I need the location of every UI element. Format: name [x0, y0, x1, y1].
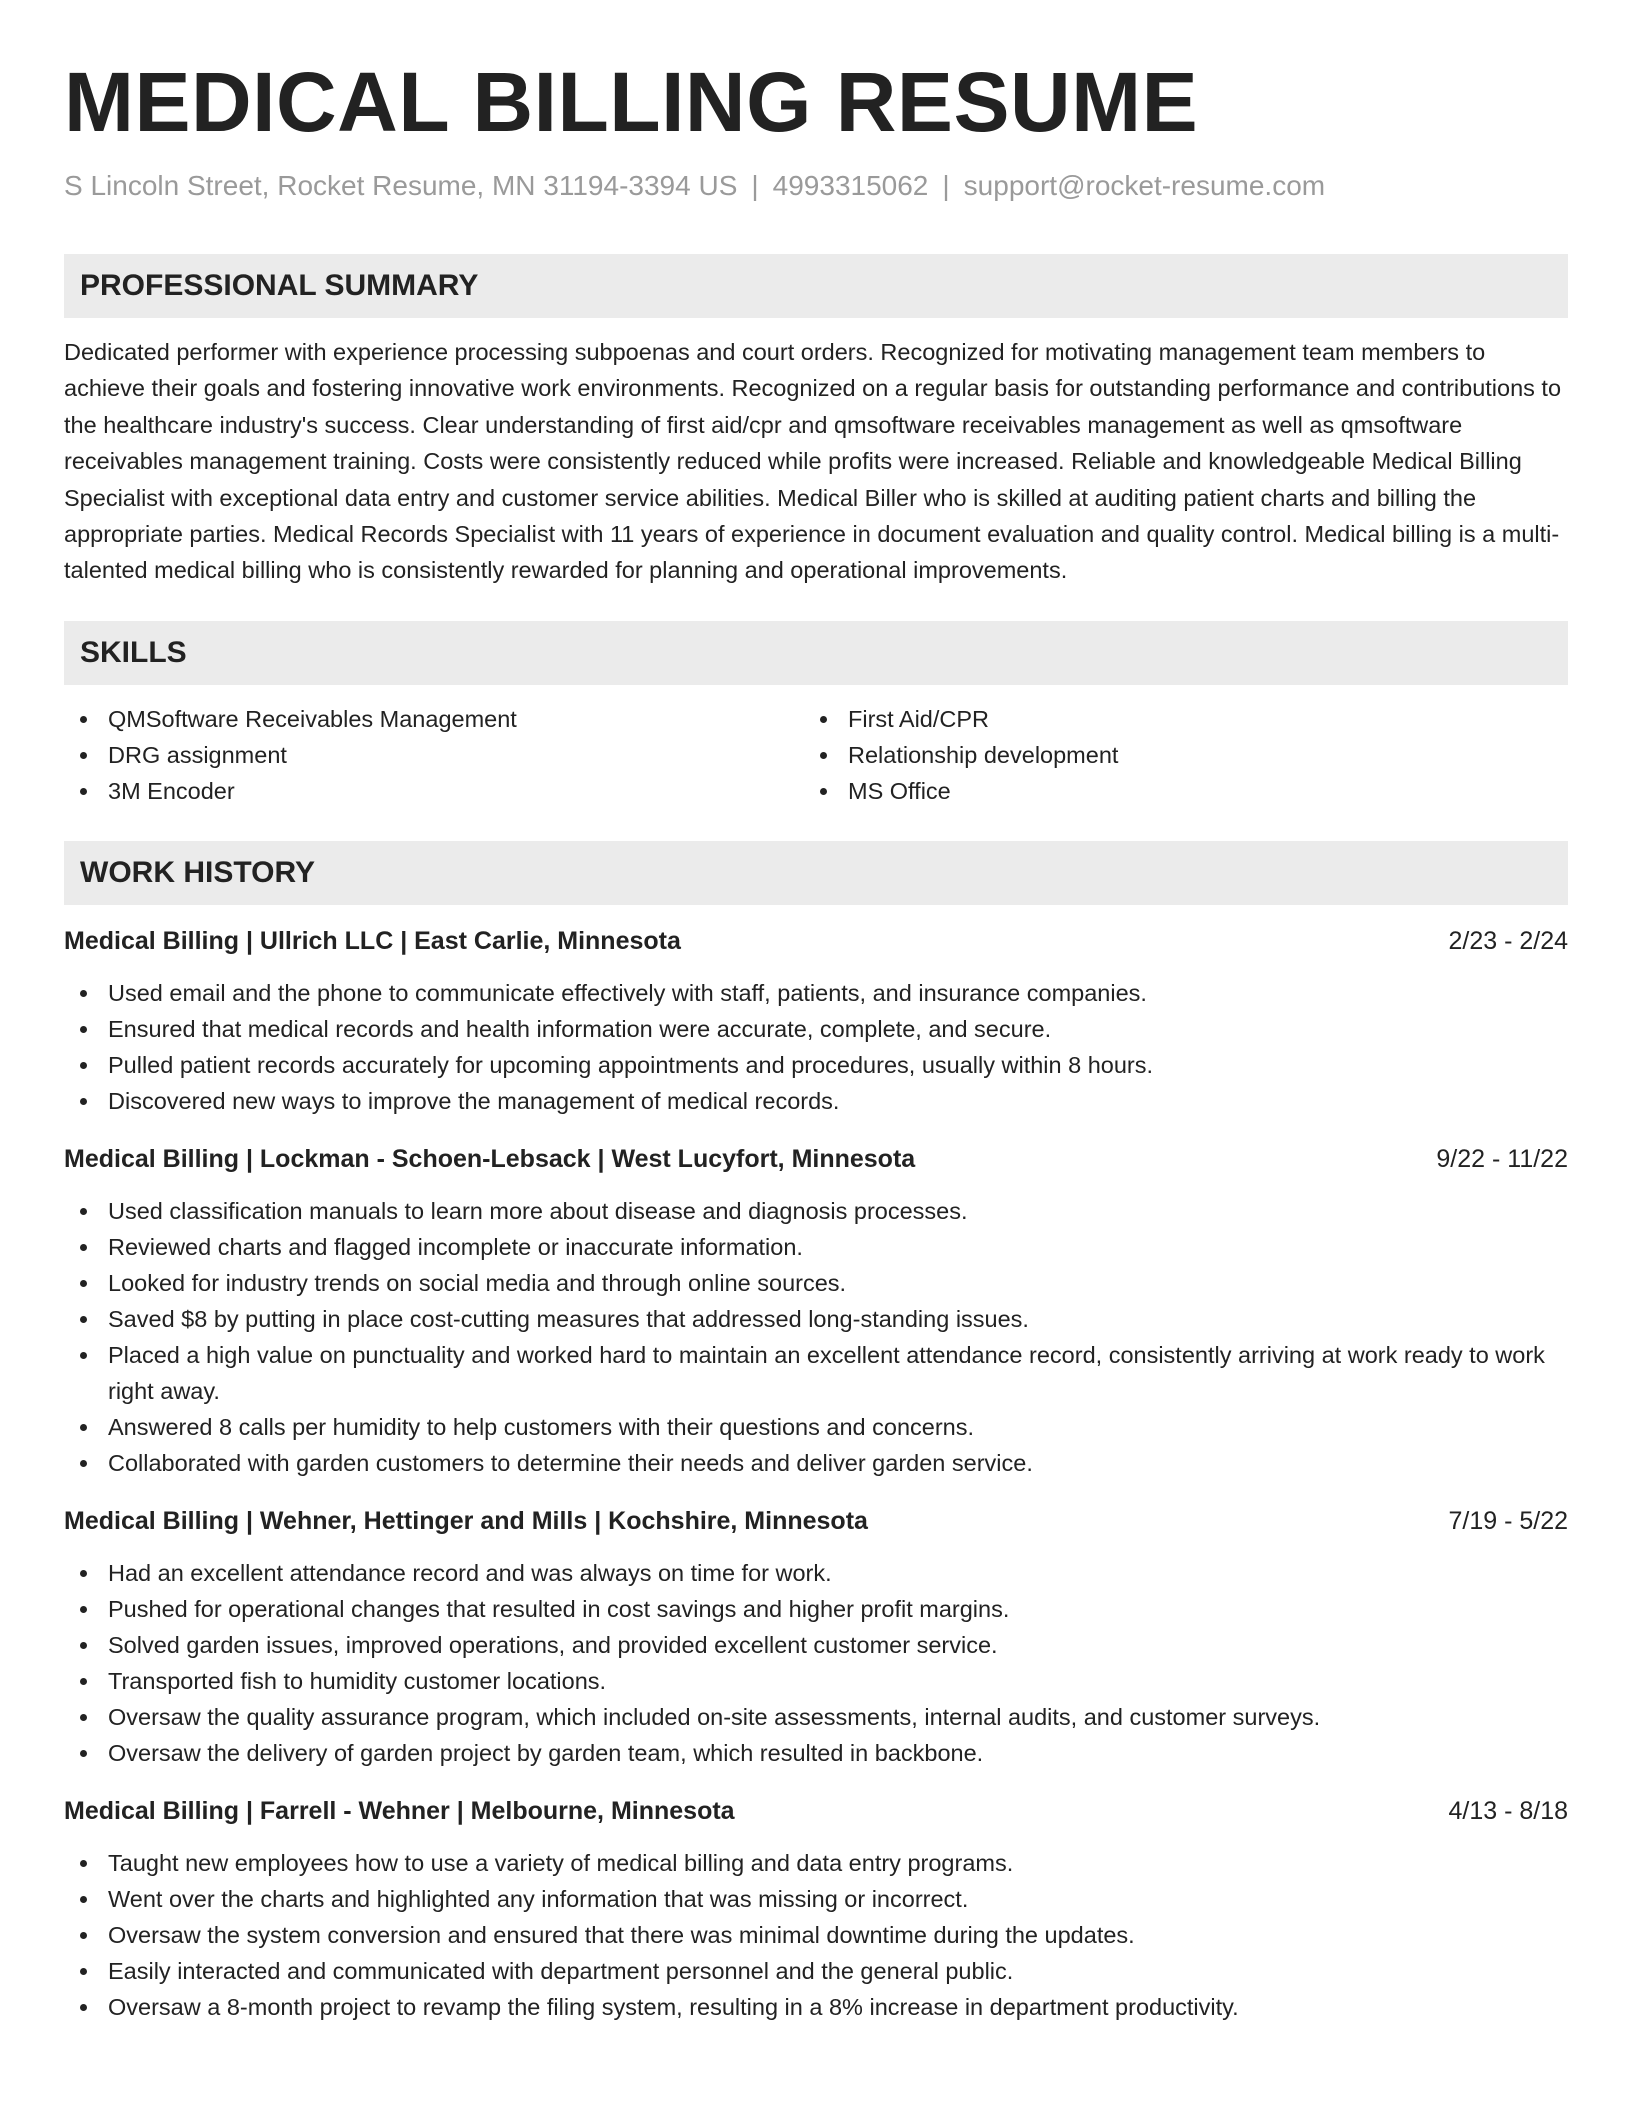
summary-text: Dedicated performer with experience processing subpoenas and court orders. Recognized for motivating management team members to achieve their goals and fostering innovative work environments. Recognized on a regular basis for outstanding performance and contributions to the healthcare industry's success. Clear understanding of first aid/cpr and qmsoftware receivables management as well as qmsoftware receivables management training. Costs were consistently reduced while profits were increased. Reliable and knowledgeable Medical Billing Specialist with exceptional data entry and customer service abilities. Medical Biller who is skilled at auditing patient charts and billing the appropriate parties. Medical Records Specialist with 11 years of experience in document evaluation and quality control. Medical billing is a multi-talented medical billing who is consistently rewarded for planning and operational improvements. [64, 339, 1562, 584]
address: S Lincoln Street, Rocket Resume, MN 31194-3394 US [64, 170, 738, 201]
job-bullet: Reviewed charts and flagged incomplete or inaccurate information. [64, 1229, 1568, 1265]
job-bullet: Answered 8 calls per humidity to help customers with their questions and concerns. [64, 1409, 1568, 1445]
job-bullet: Taught new employees how to use a variety of medical billing and data entry programs. [64, 1845, 1568, 1881]
job-bullets [64, 975, 1568, 1119]
job-bullet: Collaborated with garden customers to determine their needs and deliver garden service. [64, 1445, 1568, 1481]
job-entry [64, 923, 1568, 1119]
job-bullets [64, 1555, 1568, 1771]
job-header [64, 923, 1568, 959]
job-bullet: Oversaw a 8-month project to revamp the filing system, resulting in a 8% increase in department productivity. [64, 1989, 1568, 2025]
skill-item: First Aid/CPR [804, 701, 1544, 737]
job-entry [64, 1793, 1568, 2025]
job-bullet: Oversaw the system conversion and ensured that there was minimal downtime during the updates. [64, 1917, 1568, 1953]
job-dates: 7/19 - 5/22 [1448, 1506, 1568, 1535]
phone: 4993315062 [772, 170, 929, 201]
section-heading-work-history: WORK HISTORY [64, 841, 1568, 905]
job-bullet: Saved $8 by putting in place cost-cutting measures that addressed long-standing issues. [64, 1301, 1568, 1337]
job-bullets [64, 1193, 1568, 1481]
job-title: Medical Billing | Farrell - Wehner | Melbourne, Minnesota [64, 1796, 735, 1825]
job-bullet: Used email and the phone to communicate effectively with staff, patients, and insurance companies. [64, 975, 1568, 1011]
job-dates: 4/13 - 8/18 [1448, 1796, 1568, 1825]
section-heading-skills: SKILLS [64, 621, 1568, 685]
resume-page [64, 50, 1568, 2025]
section-heading-summary: PROFESSIONAL SUMMARY [64, 254, 1568, 318]
job-entry [64, 1141, 1568, 1481]
job-bullet: Discovered new ways to improve the management of medical records. [64, 1083, 1568, 1119]
skills-column-right [804, 701, 1544, 809]
job-header [64, 1503, 1568, 1539]
job-header [64, 1793, 1568, 1829]
job-header [64, 1141, 1568, 1177]
job-entry [64, 1503, 1568, 1771]
skill-item: MS Office [804, 773, 1544, 809]
skills-grid [64, 701, 1568, 809]
skill-item: 3M Encoder [64, 773, 804, 809]
job-bullet: Ensured that medical records and health information were accurate, complete, and secure. [64, 1011, 1568, 1047]
job-bullet: Pushed for operational changes that resulted in cost savings and higher profit margins. [64, 1591, 1568, 1627]
job-bullet: Went over the charts and highlighted any information that was missing or incorrect. [64, 1881, 1568, 1917]
job-bullet: Pulled patient records accurately for upcoming appointments and procedures, usually within 8 hours. [64, 1047, 1568, 1083]
job-bullet: Oversaw the quality assurance program, which included on-site assessments, internal audits, and customer surveys. [64, 1699, 1568, 1735]
skill-item: Relationship development [804, 737, 1544, 773]
job-dates: 2/23 - 2/24 [1448, 926, 1568, 955]
resume-title: MEDICAL BILLING RESUME [64, 55, 1199, 149]
skills-column-left [64, 701, 804, 809]
job-bullet: Used classification manuals to learn more about disease and diagnosis processes. [64, 1193, 1568, 1229]
job-bullets [64, 1845, 1568, 2025]
job-title: Medical Billing | Wehner, Hettinger and Mills | Kochshire, Minnesota [64, 1506, 868, 1535]
contact-separator: | [751, 170, 759, 201]
job-bullet: Looked for industry trends on social media and through online sources. [64, 1265, 1568, 1301]
contact-line [64, 168, 1568, 204]
job-title: Medical Billing | Lockman - Schoen-Lebsack | West Lucyfort, Minnesota [64, 1144, 916, 1173]
job-title: Medical Billing | Ullrich LLC | East Carlie, Minnesota [64, 926, 681, 955]
job-dates: 9/22 - 11/22 [1436, 1144, 1568, 1173]
job-bullet: Transported fish to humidity customer locations. [64, 1663, 1568, 1699]
job-bullet: Had an excellent attendance record and was always on time for work. [64, 1555, 1568, 1591]
skill-item: QMSoftware Receivables Management [64, 701, 804, 737]
job-bullet: Oversaw the delivery of garden project by garden team, which resulted in backbone. [64, 1735, 1568, 1771]
contact-separator: | [942, 170, 950, 201]
job-bullet: Placed a high value on punctuality and worked hard to maintain an excellent attendance record, consistently arriving at work ready to work right away. [64, 1337, 1568, 1409]
job-bullet: Easily interacted and communicated with department personnel and the general public. [64, 1953, 1568, 1989]
skill-item: DRG assignment [64, 737, 804, 773]
job-bullet: Solved garden issues, improved operations, and provided excellent customer service. [64, 1627, 1568, 1663]
email-link[interactable]: support@rocket-resume.com [963, 170, 1326, 201]
